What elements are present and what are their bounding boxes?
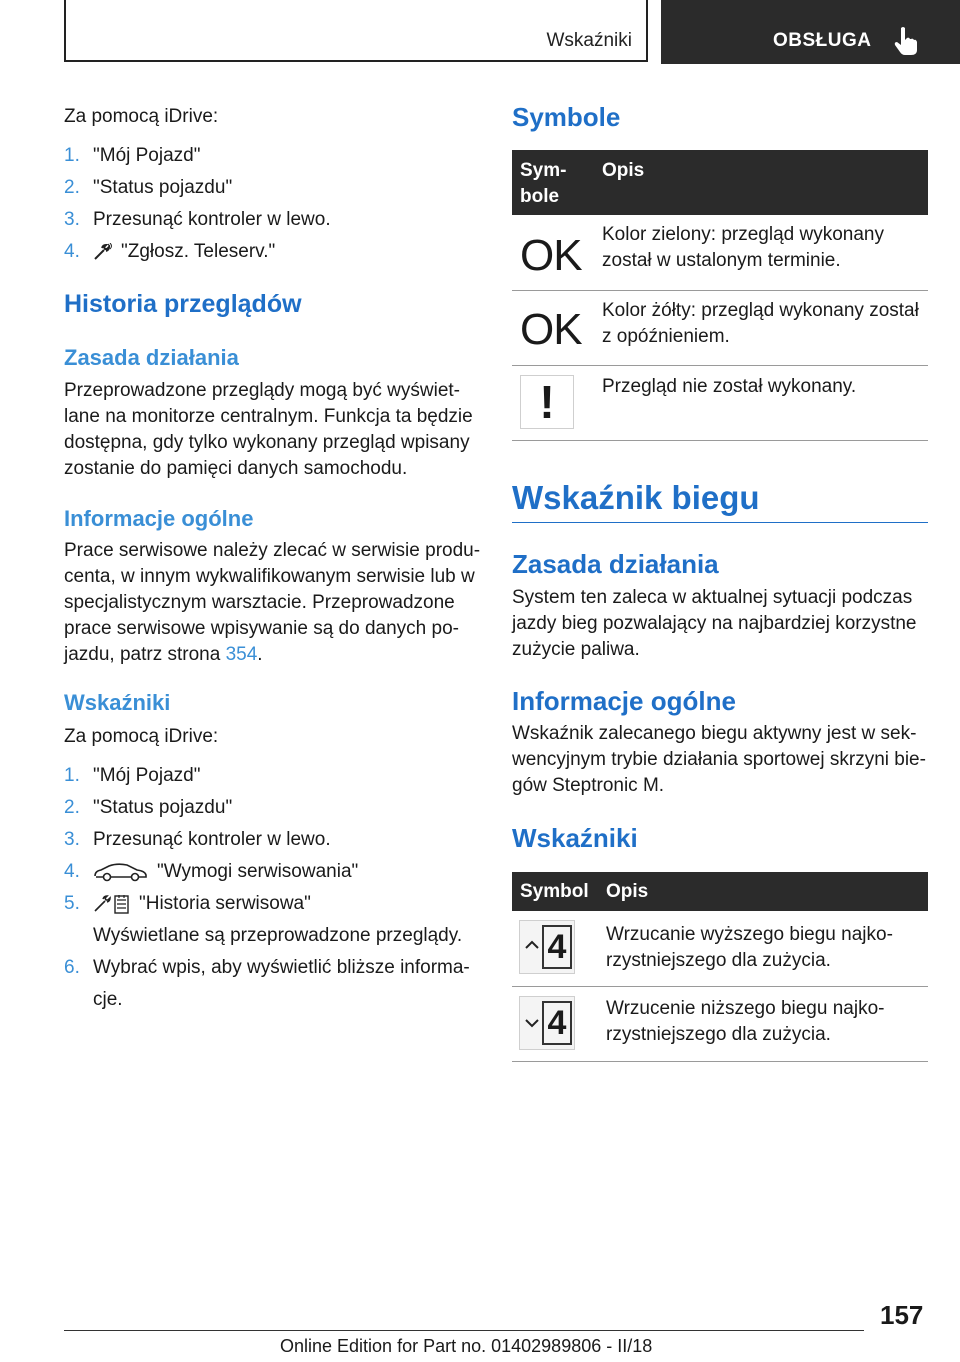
intro-text: Za pomocą iDrive:: [64, 106, 219, 127]
text-line: System ten zaleca w aktualnej sytuacji podczas: [512, 587, 913, 608]
arrow-down-icon: [524, 1017, 540, 1029]
gear-symbols-table: [512, 872, 928, 1064]
table-cell-description: [602, 298, 919, 350]
gear-number: 4: [542, 1001, 572, 1045]
principle-paragraph-right: [512, 585, 932, 663]
step-text: "Mój Pojazd": [93, 145, 201, 166]
header-line: Sym-: [520, 160, 567, 181]
steps-list-1: [64, 140, 484, 268]
step-text: Przesunąć kontroler w lewo.: [93, 209, 331, 230]
header-section-box: [64, 0, 648, 62]
step-number: 1.: [64, 765, 80, 786]
gear-indicator-title: Wskaźnik biegu: [512, 479, 760, 516]
history-heading: Historia przeglądów: [64, 290, 302, 318]
list-item: [64, 172, 484, 204]
column-header-symbol: Symbol: [520, 881, 589, 902]
header-line: bole: [520, 186, 560, 207]
list-item: [64, 760, 484, 792]
table-header: [512, 872, 928, 911]
table-cell-description: Przegląd nie został wykonany.: [602, 376, 857, 397]
step-number: 4.: [64, 241, 80, 262]
text-line: został w ustalonym terminie.: [602, 250, 841, 271]
step-text: "Historia serwisowa": [139, 893, 311, 914]
text-line: centa, w innym wykwalifikowanym serwisie lub w: [64, 566, 475, 587]
principle-heading: Zasada działania: [64, 345, 239, 370]
upshift-indicator-symbol: [519, 920, 575, 974]
pointing-hand-icon: [893, 26, 919, 56]
text-line: Wskaźnik zalecanego biegu aktywny jest w sek-: [512, 723, 917, 744]
table-header: [512, 150, 928, 215]
table-cell-description: [602, 222, 884, 274]
step-number: 3.: [64, 829, 80, 850]
table-cell-description: [606, 922, 893, 974]
step-text: "Status pojazdu": [93, 797, 233, 818]
step-number: 2.: [64, 177, 80, 198]
text-line: Wrzucenie niższego biegu najko-: [606, 998, 885, 1019]
row-divider: [512, 1061, 928, 1062]
step-number: 3.: [64, 209, 80, 230]
row-divider: [512, 986, 928, 987]
text-line: jazdy bieg pozwalający na najbardziej korzystne: [512, 613, 917, 634]
header-chapter-title: OBSŁUGA: [773, 30, 872, 51]
steps-list-2: [64, 760, 484, 1010]
downshift-indicator-symbol: [519, 996, 575, 1050]
service-history-icon: [93, 893, 131, 915]
step-text: "Wymogi serwisowania": [157, 861, 359, 882]
list-item: [64, 920, 484, 952]
step-number: 1.: [64, 145, 80, 166]
text-line: rzystniejszego dla zużycia.: [606, 950, 831, 971]
symbols-heading: Symbole: [512, 102, 621, 132]
list-item: [64, 888, 484, 920]
table-cell-description: [606, 996, 884, 1048]
page-reference-link[interactable]: 354: [225, 644, 258, 665]
principle-paragraph: [64, 378, 494, 482]
text-line: wencyjnym trybie działania sportowej skrzyni bie-: [512, 749, 926, 770]
list-item: [64, 952, 484, 1010]
page-number: 157: [880, 1300, 924, 1330]
text-line: Kolor zielony: przegląd wykonany: [602, 224, 884, 245]
step-text-continued: cje.: [93, 989, 123, 1010]
step-number: 6.: [64, 957, 80, 978]
row-divider: [512, 290, 928, 291]
text-line: dostępna, gdy tylko wykonany przegląd wpisany: [64, 432, 470, 453]
symbols-table: [512, 150, 928, 442]
text-line: Przeprowadzone przeglądy mogą być wyświet-: [64, 380, 461, 401]
row-divider: [512, 365, 928, 366]
gear-number: 4: [542, 925, 572, 969]
ok-green-symbol: OK: [520, 231, 582, 280]
list-item: [64, 792, 484, 824]
intro-text-2: Za pomocą iDrive:: [64, 726, 219, 747]
header-chapter-box: [661, 0, 960, 64]
text-line: specjalistycznym warsztacie. Przeprowadzone: [64, 592, 455, 613]
text-fragment: .: [257, 644, 263, 665]
indicators-heading: Wskaźniki: [64, 690, 171, 715]
car-icon: [93, 862, 149, 882]
arrow-up-icon: [524, 939, 540, 951]
text-fragment: jazdu, patrz strona: [64, 644, 226, 665]
footer-divider: [64, 1330, 864, 1331]
text-line: z opóźnieniem.: [602, 326, 730, 347]
general-paragraph-right: [512, 721, 932, 799]
text-line: zostanie do pamięci danych samochodu.: [64, 458, 408, 479]
footer-edition-text: Online Edition for Part no. 01402989806 - II/18: [280, 1336, 653, 1356]
column-header-symbol: [520, 158, 566, 210]
text-line: lane na monitorze centralnym. Funkcja ta będzie: [64, 406, 473, 427]
indicators-heading-right: Wskaźniki: [512, 823, 638, 853]
step-text: "Status pojazdu": [93, 177, 233, 198]
step-text: "Mój Pojazd": [93, 765, 201, 786]
list-item: [64, 140, 484, 172]
column-header-description: Opis: [606, 881, 649, 902]
step-number: 5.: [64, 893, 80, 914]
step-text: Wyświetlane są przeprowadzone przeglądy.: [93, 925, 463, 946]
text-line: prace serwisowe wpisywanie są do danych po-: [64, 618, 459, 639]
text-line: [64, 642, 494, 668]
column-header-description: Opis: [602, 160, 645, 181]
text-line: gów Steptronic M.: [512, 775, 665, 796]
step-text: "Zgłosz. Teleserv.": [121, 241, 276, 262]
wrench-icon: [93, 243, 113, 261]
header-section-title: Wskaźniki: [546, 30, 632, 51]
step-number: 2.: [64, 797, 80, 818]
step-number: 4.: [64, 861, 80, 882]
general-paragraph: [64, 538, 494, 668]
warning-exclamation-symbol: !: [520, 375, 574, 429]
general-heading-right: Informacje ogólne: [512, 686, 736, 716]
text-line: Kolor żółty: przegląd wykonany został: [602, 300, 919, 321]
list-item: [64, 824, 484, 856]
list-item: [64, 236, 484, 268]
text-line: Wrzucanie wyższego biegu najko-: [606, 924, 893, 945]
list-item: [64, 856, 484, 888]
text-line: zużycie paliwa.: [512, 639, 640, 660]
row-divider: [512, 440, 928, 441]
list-item: [64, 204, 484, 236]
step-text: Przesunąć kontroler w lewo.: [93, 829, 331, 850]
text-line: Prace serwisowe należy zlecać w serwisie produ-: [64, 540, 481, 561]
general-heading: Informacje ogólne: [64, 506, 254, 531]
ok-yellow-symbol: OK: [520, 305, 582, 354]
title-underline: [512, 522, 928, 523]
principle-heading-right: Zasada działania: [512, 549, 719, 579]
step-text: Wybrać wpis, aby wyświetlić bliższe informa-: [93, 957, 470, 978]
text-line: rzystniejszego dla zużycia.: [606, 1024, 831, 1045]
